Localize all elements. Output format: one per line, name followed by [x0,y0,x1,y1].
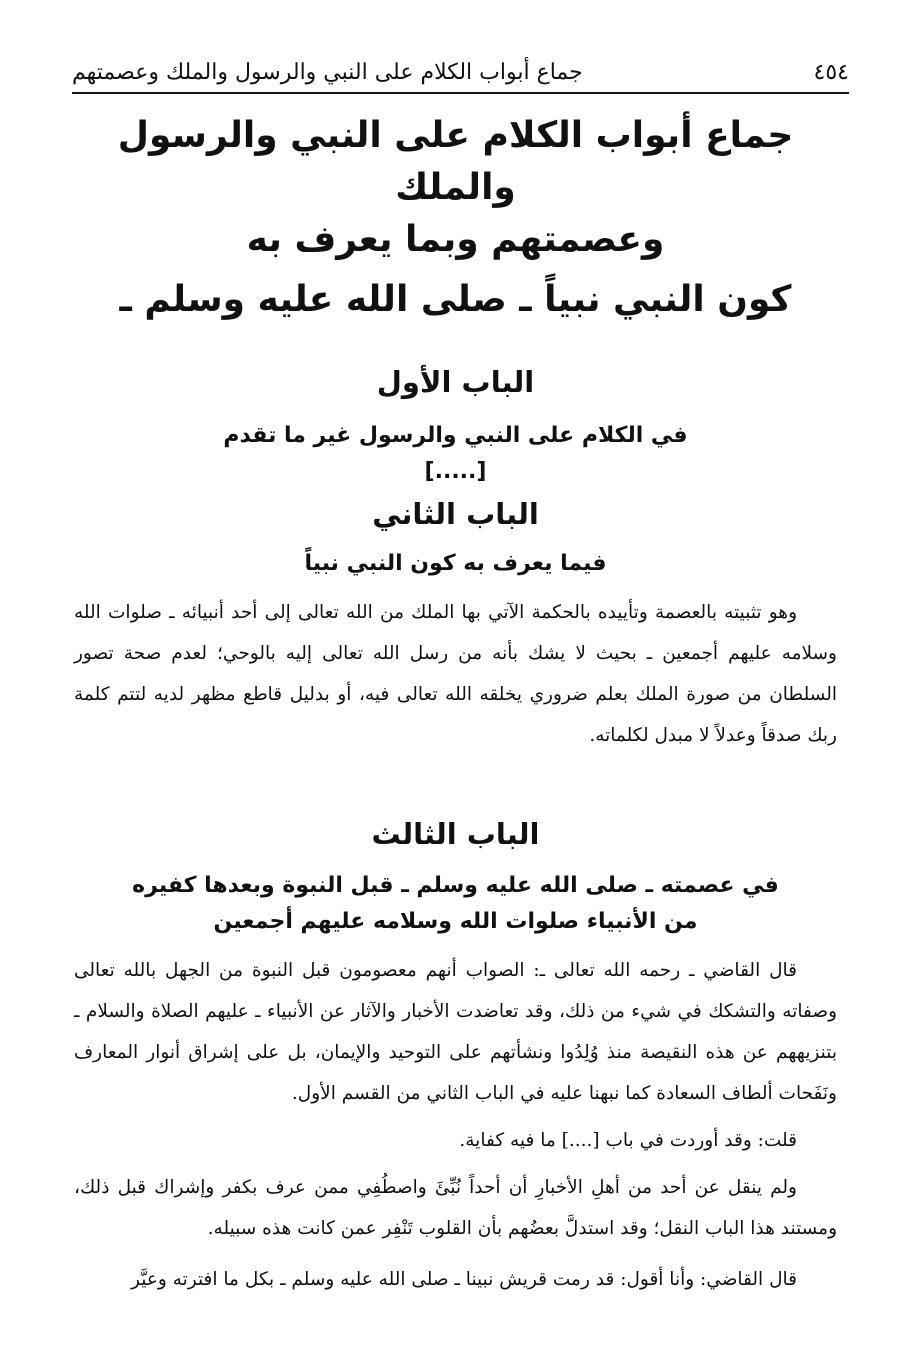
running-title: جماع أبواب الكلام على النبي والرسول والملك وعصمتهم [72,59,583,85]
page-content [74,100,837,1300]
chapter-1-subtitle: في الكلام على النبي والرسول غير ما تقدم [223,423,688,448]
main-title [74,110,837,326]
chapter-2-heading [74,492,837,582]
chapter-3-paragraph-1: قال القاضي ـ رحمه الله تعالى ـ: الصواب أنهم معصومون قبل النبوة من الجهل بالله تعالى وصفاته والتشكك في شيء من ذلك، وقد تعاضدت الأخبار والآثار عن الأنبياء ـ عليهم الصلاة والسلام ـ بتنزيههم عن هذه النقيصة منذ وُلِدُوا ونشأتهم على التوحيد والإيمان، بل على إشراق أنوار المعارف ونَفَحات ألطاف السعادة كما نبهنا عليه في الباب الثاني من القسم الأول. [74,960,837,1104]
chapter-2-subtitle: فيما يعرف به كون النبي نبياً [304,551,607,576]
chapter-1-omission: [.....] [424,459,487,484]
page-number: ٤٥٤ [813,59,849,85]
header-divider [72,92,849,94]
chapter-3-paragraph-4: قال القاضي: وأنا أقول: قد رمت قريش نبينا ـ صلى الله عليه وسلم ـ بكل ما افترته وعيَّر [131,1269,797,1290]
running-header [72,52,849,92]
chapter-1-title: الباب الأول [376,365,535,399]
main-title-line-3: كون النبي نبياً ـ صلى الله عليه وسلم ـ [119,279,792,320]
chapter-3-subtitle-line-2: من الأنبياء صلوات الله وسلامه عليهم أجمعين [213,909,698,934]
main-title-line-1: جماع أبواب الكلام على النبي والرسول والملك [117,115,794,208]
chapter-3-paragraph-3: ولم ينقل عن أحد من أهلِ الأخبارِ أن أحداً نُبِّئَ واصطُفِي ممن عرف بكفر وإشراك قبل ذلك، ومستند هذا الباب النقل؛ وقد استدلَّ بعضُهم بأن القلوب تَنْفِر عمن كانت هذه سبيله. [74,1177,837,1239]
chapter-3-paragraph-2: قلت: وقد أوردت في باب [....] ما فيه كفاية. [459,1130,797,1151]
main-title-line-2: وعصمتهم وبما يعرف به [246,219,665,260]
chapter-2-title: الباب الثاني [372,497,539,531]
chapter-2-paragraph: وهو تثبيته بالعصمة وتأييده بالحكمة الآتي بها الملك من الله تعالى إلى أحد أنبيائه ـ صلوات الله وسلامه عليهم أجمعين ـ بحيث لا يشك بأنه من رسل الله تعالى إليه بالوحي؛ لعدم صحة تصور السلطان من صورة الملك بعلم ضروري يخلقه الله تعالى فيه، أو بدليل قاطع مظهر لديه لتتم كلمة ربك صدقاً وعدلاً لا مبدل لكلماته. [74,602,837,746]
chapter-1 [74,360,837,490]
chapter-3-subtitle-line-1: في عصمته ـ صلى الله عليه وسلم ـ قبل النبوة وبعدها كفيره [132,873,779,898]
chapter-3-title: الباب الثالث [371,817,540,851]
chapter-3-heading [74,812,837,940]
